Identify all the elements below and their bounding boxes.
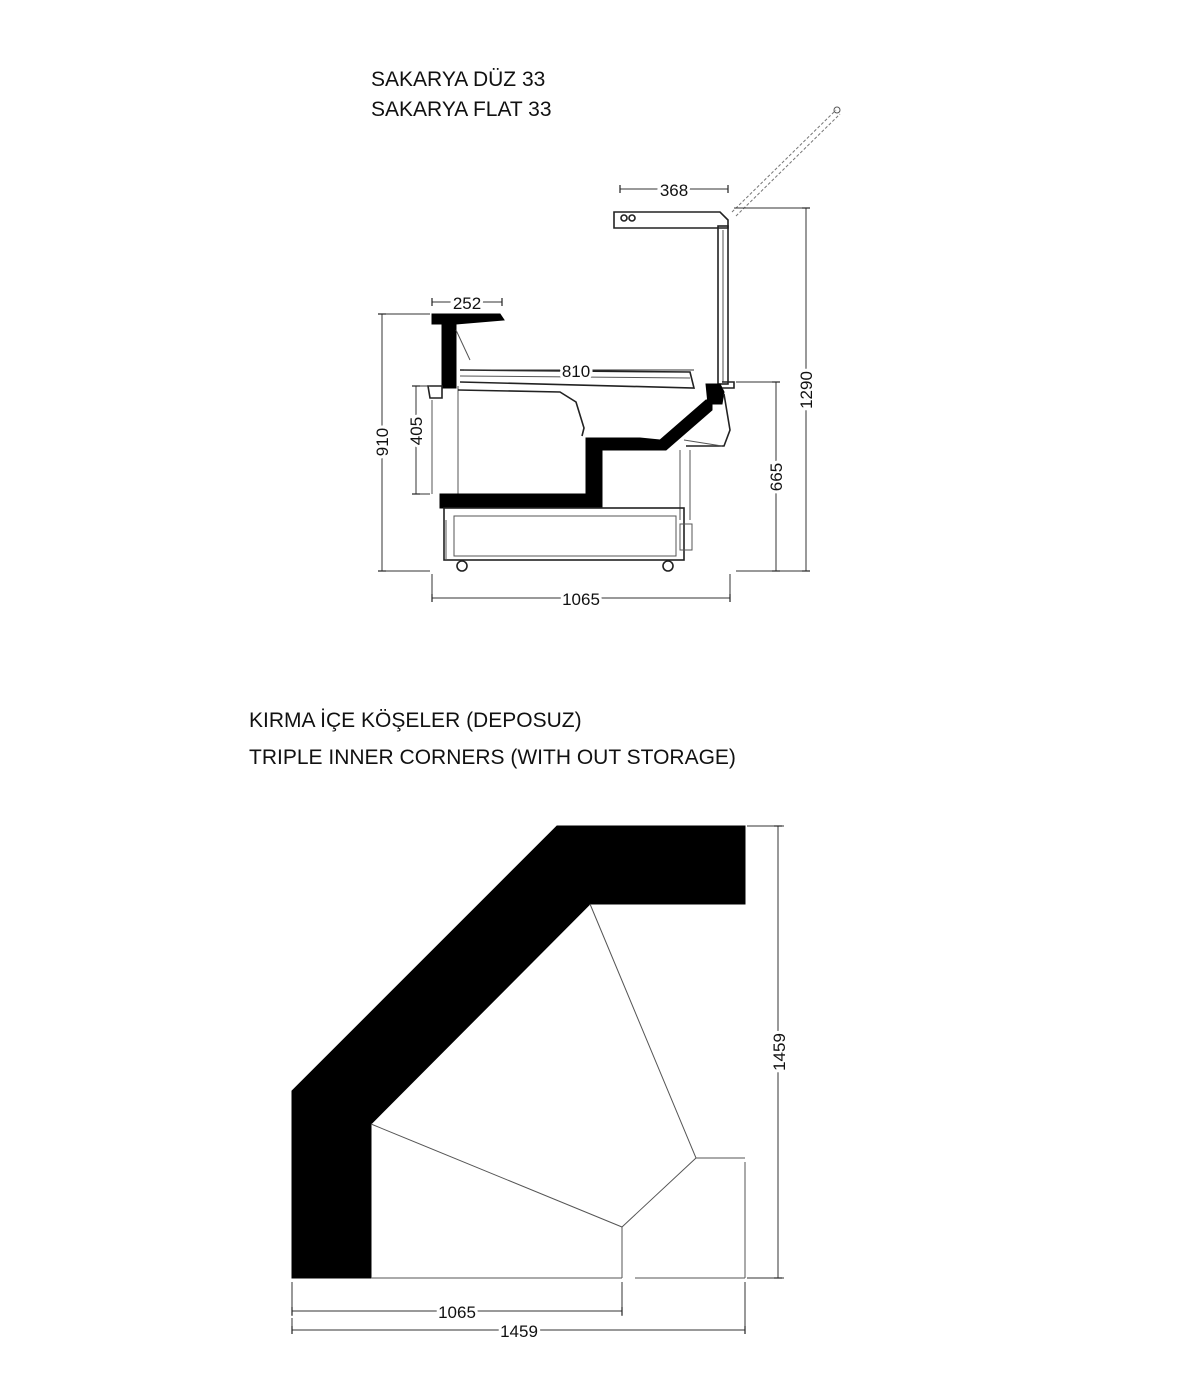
- corner-body-outline: [292, 826, 745, 1278]
- rear-wall: [428, 314, 504, 500]
- dim-overall-depth: [432, 574, 730, 609]
- dim-well-height-label: 405: [407, 416, 426, 446]
- section-title-en: SAKARYA FLAT 33: [371, 98, 552, 121]
- corner-title-en: TRIPLE INNER CORNERS (WITH OUT STORAGE): [249, 746, 736, 769]
- corner-title-tr: KIRMA İÇE KÖŞELER (DEPOSUZ): [249, 709, 582, 732]
- section-view: [371, 68, 840, 609]
- dim-overall-height-label: 1290: [797, 371, 816, 409]
- base-frame: [444, 508, 692, 571]
- dim-side-height-label: 1459: [770, 1033, 789, 1071]
- dim-canopy-label: 368: [659, 181, 689, 200]
- canopy: [614, 212, 728, 384]
- dim-overall-depth-label: 1065: [562, 590, 600, 609]
- dim-overall-width-label: 1459: [500, 1322, 538, 1341]
- dim-counter-height-label: 665: [767, 462, 786, 492]
- dim-inner-width-label: 1065: [438, 1303, 476, 1322]
- dim-top-shelf: [432, 294, 502, 313]
- dim-top-shelf-label: 252: [452, 294, 482, 313]
- open-lid-outline: [732, 107, 840, 216]
- section-title-tr: SAKARYA DÜZ 33: [371, 68, 546, 91]
- dim-overall-height: [734, 208, 816, 571]
- dim-side-height: [747, 826, 789, 1278]
- dim-counter-height: [736, 382, 786, 571]
- corner-view: [249, 709, 789, 1341]
- dim-canopy: [620, 181, 728, 200]
- dim-display-depth-label: 810: [561, 362, 591, 381]
- dim-well-height: [407, 386, 430, 494]
- display-well: [440, 382, 734, 520]
- dim-inner-width: [292, 1282, 622, 1322]
- dim-body-height-label: 910: [373, 427, 392, 457]
